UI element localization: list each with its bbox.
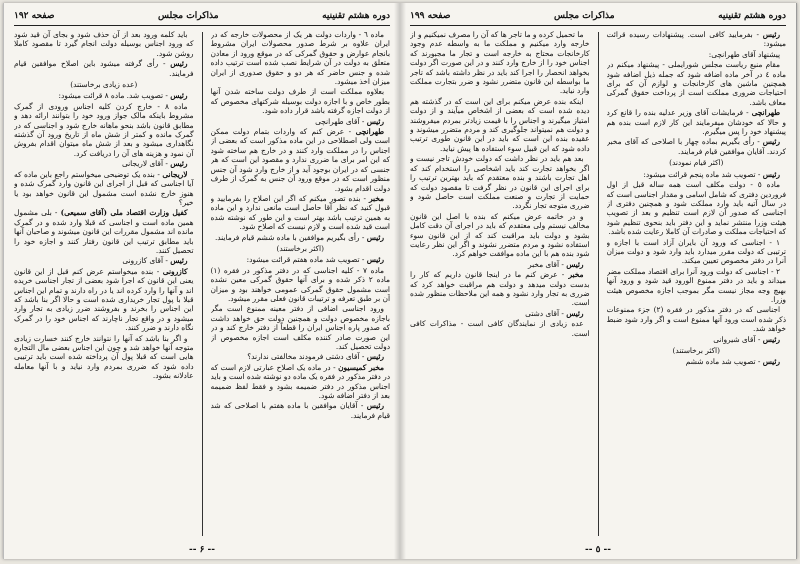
paragraph-text: - رأی بگیریم موافقین با ماده ششم قیام فرمایند. bbox=[214, 232, 365, 242]
paragraph-text: - در ماده یک اصلاح عبارتی لازم است که در دفتر مذکور در فقره یک ماده دو نوشته شده است و باید اجناس مذکور در دفتر ضمیمه بشود و فقط لفظ ضمیمه بعد از دفتر اضافه شود. bbox=[210, 362, 390, 401]
paragraph-text: - فرمایشات آقای وزیر عدلیه بنده را قانع کرد و حالا که خودشان میفرمایند این کار لازم است بنده هم پیشنهاد خود را پس میگیرم. bbox=[606, 108, 786, 137]
speaker-name: رئیس bbox=[762, 30, 780, 39]
page-footer-number: -- ۶ -- bbox=[188, 545, 216, 555]
paragraph-text: - آقای کازرونی bbox=[122, 256, 168, 266]
paragraph-text: - آقای مخبر bbox=[528, 259, 564, 269]
transcript-paragraph bbox=[211, 87, 391, 115]
transcript-paragraph bbox=[607, 158, 787, 167]
transcript-paragraph bbox=[607, 335, 787, 344]
paragraph-text: - بفرمایید کافی است. پیشنهادات رسیده قرائت میشود: bbox=[606, 30, 786, 49]
transcript-paragraph bbox=[14, 91, 194, 100]
transcript-paragraph bbox=[211, 352, 391, 361]
paragraph-text: - بنده تصور میکنم که اگر این اصلاح را بفرمایید و قبول کنید که نظر آقا حاصل است مانعی ندارد و این ماده به همین ترتیب باشد بهتر است و این طور که نوشته شده است قید شده است و لازم نیست که اصلاح شود. bbox=[210, 193, 390, 232]
speaker-name: رئیس bbox=[762, 334, 780, 344]
paragraph-text: بعلاوه مملکت است از طرف دولت ساخته شدن آنها بطور خاص و با اجازه دولت بوسیله شرکتهای مخصوص که از دولت اجازه گرفته باشد قرار داده شود. bbox=[210, 87, 390, 116]
paragraph-text: - تصویب شد. ماده ۸ قرائت میشود: bbox=[58, 91, 168, 101]
paragraph-text: (اکثر برخاستند) bbox=[276, 243, 324, 253]
paragraph-text: - آقای شیروانی bbox=[713, 334, 761, 344]
transcript-paragraph bbox=[607, 50, 787, 59]
column-divider bbox=[202, 32, 203, 536]
transcript-paragraph bbox=[607, 180, 787, 236]
transcript-paragraph bbox=[211, 233, 391, 242]
transcript-paragraph bbox=[14, 102, 194, 158]
transcript-paragraph bbox=[14, 334, 194, 381]
transcript-paragraph bbox=[607, 170, 787, 179]
paragraph-text: (عده زیادی برخاستند) bbox=[70, 80, 138, 90]
speaker-name: رئیس bbox=[566, 308, 584, 318]
header-session: دوره هشتم تقنينيه bbox=[718, 11, 786, 21]
transcript-paragraph bbox=[410, 212, 590, 259]
transcript-paragraph bbox=[211, 30, 391, 86]
speaker-name: رئیس bbox=[170, 159, 188, 169]
book-spread bbox=[3, 3, 797, 559]
speaker-name: رئیس bbox=[366, 352, 384, 362]
text-column-right bbox=[607, 30, 787, 538]
paragraph-text: ۲ - اجناسی که دولت ورود آنرا برای اقتصاد مملکت مضر میداند و باید در دفتر ممنوع الورود قید شود و ورود آنها بهیچ وجه مجاز نیست مگر بموجب اجازه مخصوص هیئت وزرا. bbox=[606, 266, 786, 304]
transcript-paragraph bbox=[14, 267, 194, 333]
transcript-paragraph bbox=[211, 363, 391, 401]
speaker-name: رئیس bbox=[366, 116, 384, 126]
left-page bbox=[3, 3, 400, 559]
header-title: مذاكرات مجلس bbox=[158, 11, 219, 21]
speaker-name: رئیس bbox=[366, 255, 384, 265]
paragraph-text: (اکثر برخاستند) bbox=[672, 346, 720, 355]
transcript-paragraph bbox=[607, 305, 787, 333]
page-header bbox=[14, 9, 390, 26]
speaker-name: طهرانچی bbox=[751, 108, 780, 118]
header-session: دوره هشتم تقنينيه bbox=[322, 11, 390, 21]
header-page-number: صفحه ۱۹۲ bbox=[14, 11, 55, 21]
paragraph-text: - عرض کنم ما در اینجا قانون داریم که کار را بدست دولت میدهد و دولت هم مراقبت خواهد کرد که ضرری به تجار وارد نشود و همه این ملاحظات منظور شده است. bbox=[410, 270, 590, 308]
transcript-paragraph bbox=[607, 238, 787, 266]
speaker-name: رئیس bbox=[762, 169, 780, 179]
speaker-name: لاریجانی bbox=[162, 169, 188, 179]
transcript-paragraph bbox=[410, 97, 590, 153]
paragraph-text: باید کلمه ورود بعد از آن حذف شود و بجای آن قید شود که ورود اجناس بوسیله دولت انجام گیرد تا مقصود کاملا روشن شود. bbox=[14, 30, 194, 58]
paragraph-text: (اکثر قیام نمودند) bbox=[669, 158, 724, 168]
page-header bbox=[410, 9, 786, 26]
paragraph-text: بعد هم باید در نظر داشت که دولت خودش تاجر نیست و اگر بخواهد تجارت کند باید اشخاصی را استخدام کند که اهل تجارت باشند و بنده معتقدم که باید بهترین ترتیب را برای اجرای این قانون در نظر گرفت تا مقصود دولت که حمایت از تجارت و صنعت مملکت است حاصل شود و ضرری متوجه تجار نگردد. bbox=[410, 154, 590, 211]
transcript-paragraph bbox=[410, 154, 590, 210]
header-title: مذاكرات مجلس bbox=[554, 11, 615, 21]
transcript-paragraph bbox=[211, 117, 391, 126]
speaker-name: مخبر bbox=[568, 270, 584, 280]
text-columns bbox=[410, 30, 786, 538]
speaker-name: رئیس bbox=[366, 401, 384, 411]
transcript-paragraph bbox=[14, 59, 194, 78]
transcript-paragraph bbox=[410, 319, 590, 338]
column-divider bbox=[598, 32, 599, 536]
transcript-paragraph bbox=[14, 256, 194, 265]
transcript-paragraph bbox=[14, 170, 194, 208]
transcript-paragraph bbox=[14, 30, 194, 58]
paragraph-text: ورود اجناسی اضافی از دفتر معینه ممنوع است مگر باجازه مخصوص دولت و همچنین دولت حق خواهد داشت که صدور پاره اجناس ایران را قطعاً از دفتر خارج کند و در این صورت صادر کننده مکلف است اجازه مخصوص از دولت تحصیل کند. bbox=[210, 304, 390, 351]
speaker-name: کفیل وزارت اقتصاد ملی (آقای سمیعی) bbox=[60, 208, 188, 218]
paragraph-text: و اگر بنا باشد که آنها را نتوانند خارج کنند خسارت زیادی متوجه آنها خواهد شد و چون این اجناس بعضی مال التجاره هایی است که قبلا پول آن پرداخته شده است باید ترتیبی داده شود که ضرری بمردم وارد نیاید و با آنها معامله عادلانه بشود. bbox=[14, 333, 194, 381]
speaker-name: کازرونی bbox=[162, 266, 188, 276]
paragraph-text: - آقای لاریجانی bbox=[121, 159, 168, 169]
transcript-paragraph bbox=[211, 194, 391, 232]
speaker-name: رئیس bbox=[170, 59, 188, 69]
header-page-number: صفحه ۱۹۹ bbox=[410, 11, 451, 21]
gutter-shadow bbox=[400, 3, 406, 559]
speaker-name: رئیس bbox=[762, 357, 780, 367]
paragraph-text: - عرض کنم که واردات بتمام دولت ممکن است ولی اصطلاحی در این ماده مذکور است که بعضی از اجناس را در مملکت وارد کنند و در خارج هم ساخته شود که این امر برای ما ضرری ندارد و مقصود این است که هر جنسی که در ایران بوجود آید و از خارج وارد شود آن جنس منظور است که در موقع ورود آن جنس به گمرک از طرف دولت اقدام بشود. bbox=[210, 127, 390, 193]
transcript-paragraph bbox=[211, 127, 391, 193]
transcript-paragraph bbox=[607, 357, 787, 366]
paragraph-text: پیشنهاد آقای طهرانچی: bbox=[708, 49, 780, 59]
transcript-paragraph bbox=[211, 266, 391, 304]
transcript-paragraph bbox=[14, 80, 194, 89]
paragraph-text: - آقایان موافقین با ماده هفتم با اصلاحی که شد قیام فرمایند. bbox=[210, 401, 390, 420]
paragraph-text: ماده ۷ - کلیه اجناسی که در دفتر مذکور در فقره (۱) ماده ۲ ذکر شده و برای آنها حقوق گمرکی معین نشده است مشمول حقوق گمرکی عمومی خواهند بود و میزان آن بر طبق تعرفه و ترتیبات قانون فعلی مقرر میشود. bbox=[210, 265, 390, 303]
page-footer-number: -- ٥ -- bbox=[584, 545, 612, 555]
paragraph-text: - تصویب شد ماده ششم bbox=[685, 357, 761, 367]
speaker-name: رئیس bbox=[762, 137, 780, 147]
transcript-paragraph bbox=[410, 270, 590, 308]
paragraph-text: - رأی بگیریم بماده چهار با اصلاحی که آقای مخبر کردند. آقایان موافقین قیام فرمایند. bbox=[606, 137, 786, 156]
right-page bbox=[400, 3, 797, 559]
speaker-name: طهرانچی bbox=[355, 127, 384, 137]
transcript-paragraph bbox=[410, 30, 590, 96]
paragraph-text: - آقای دشتی bbox=[525, 308, 564, 318]
paragraph-text: ماده ٦ - واردات دولت هر یک از محصولات خارجه که در ایران علاوه بر شرط صدور محصولات ایران مشروط بانجام عوارض و حقوق گمرکی که در موقع ورود از معادن متعلق به دولت در آن شرایط نصب شده است ترتیب داده شده و جنس حاضر که هر دو و حقوق صدوری از ایران میزان اخذ میشود. bbox=[210, 30, 390, 87]
paragraph-text: - تصویب شد ماده هفتم قرائت میشود: bbox=[246, 255, 365, 265]
text-column-left bbox=[14, 30, 194, 538]
transcript-paragraph bbox=[410, 260, 590, 269]
paragraph-text: اینکه بنده عرض میکنم برای این است که در گذشته هم دیده شده است که بعضی از اشخاص میآیند و از دولت امتیاز میگیرند و اجناس را با قیمت زیادتر بمردم میفروشند و دولت هم نمیتواند جلوگیری کند و مردم متضرر میشوند و عقیده بنده این است که باید در این قانون طوری ترتیب داده شود که این قبیل سوء استفاده ها پیش نیاید. bbox=[410, 96, 590, 153]
paragraph-text: - رأی گرفته میشود باین اصلاح موافقین قیام فرمایند. bbox=[14, 59, 194, 78]
transcript-paragraph bbox=[607, 346, 787, 355]
paragraph-text: - بلی مشمول همین ماده است و اجناسی که قبلا وارد شده و در گمرک مانده اند مشمول مقررات این قانون میشوند و صاحبان آنها باید مطابق ترتیب این قانون رفتار کنند و اجازه خود را تحصیل کنند. bbox=[14, 208, 194, 255]
speaker-name: مخبر کمیسیون bbox=[338, 362, 384, 372]
transcript-paragraph bbox=[607, 108, 787, 136]
paragraph-text: - تصویب شد ماده پنجم قرائت میشود: bbox=[643, 169, 761, 179]
text-columns bbox=[14, 30, 390, 538]
transcript-paragraph bbox=[211, 244, 391, 253]
transcript-paragraph bbox=[211, 401, 391, 420]
transcript-paragraph bbox=[410, 309, 590, 318]
speaker-name: رئیس bbox=[170, 256, 188, 266]
paragraph-text: عده زیادی از نمایندگان کافی است - مذاکرات کافی است. bbox=[410, 319, 590, 338]
transcript-paragraph bbox=[607, 30, 787, 49]
paragraph-text: ماده ٥ - دولت مکلف است همه ساله قبل از اول فروردین دفتری که شامل اسامی و مقدار اجناسی است که در سال آتیه باید وارد مملکت شود و همچنین دفتری از اجناسی که صدور آن لازم است تنظیم و بعد از تصویب هیئت وزرا منتشر نماید و این دفتر باید بنحوی تنظیم شود که احتیاجات مملکت و صادرات آن کاملا رعایت شده باشد. bbox=[606, 180, 786, 237]
paragraph-text: ما تحمیل کرده و ما تاجر ها که آن را مصرف نمیکنیم و از خارجه وارد میکنیم و مملکت ما به واسطه عدم وجود کارخانجات محتاج به خارجه است و تجار ما مجبورند که اجناس خود را از خارج وارد کنند و در این صورت اگر دولت بخواهد انحصار را اجرا کند باید در نظر داشته باشد که تاجر ما بواسطه این قانون متضرر نشود و ضرر بتجارت مملکت وارد نیاید. bbox=[410, 30, 590, 96]
paragraph-text: - آقای دشتی فرمودند مخالفتی ندارند؟ bbox=[247, 352, 365, 362]
speaker-name: مخبر bbox=[368, 193, 384, 203]
paragraph-text: اجناسی که در دفتر مذکور در فقره (۲) جزء ممنوعات ذکر شده است ورود آنها ممنوع است و اگر وارد شود ضبط خواهد شد. bbox=[606, 305, 786, 334]
paragraph-text: مقام منیع ریاست مجلس شورایملی - پیشنهاد میکنم در ماده ٤ در آخر ماده اضافه شود که جمله ذیل اضافه شود همچنین ماشین های کارخانجات و لوازم آن که برای احتیاجات ضروری مملکت است از پرداخت حقوق گمرکی معاف باشد. bbox=[606, 60, 786, 107]
transcript-paragraph bbox=[211, 255, 391, 264]
text-column-left bbox=[410, 30, 590, 538]
paragraph-text: ماده ۸ - خارج کردن کلیه اجناس ورودی از گمرک مشروط باینکه مالک جواز ورود خود را بتوانند ارائه دهد و مطابق قانون باشد بنحو ماهانه خارج شود و اجناسی که در گمرک مانده و کمتر از شش ماه از تاریخ ورود آن گذشته نگاهداری میشود و بعد از شش ماه میتوان اقدام بفروش آن نمود و هزینه های آن را دریافت کرد. bbox=[14, 101, 194, 158]
transcript-paragraph bbox=[14, 208, 194, 255]
transcript-paragraph bbox=[607, 267, 787, 305]
paragraph-text: - بنده میخواستم عرض کنم قبل از این قانون یعنی این قانون که اجرا شود بعضی از تجار اجناسی خریده اند و آنها را وارد کرده اند یا در راه دارند و تمام این اجناس قبلا با پول تجار خریداری شده است و حالا اگر بنا باشد که این اجناس را بخرند و بفروشند ضرر زیادی به تجار وارد میشود و در واقع تجار ناچارند که اجناس خود را در گمرک نگاه دارند و ضرر کنند. bbox=[14, 266, 194, 333]
transcript-paragraph bbox=[14, 159, 194, 168]
paragraph-text: - آقای طهرانچی bbox=[315, 116, 365, 126]
transcript-paragraph bbox=[211, 304, 391, 351]
speaker-name: رئیس bbox=[366, 232, 384, 242]
speaker-name: رئیس bbox=[170, 91, 188, 101]
transcript-paragraph bbox=[607, 137, 787, 156]
text-column-right bbox=[211, 30, 391, 538]
transcript-paragraph bbox=[607, 60, 787, 107]
paragraph-text: و در خاتمه عرض میکنم که بنده با اصل این قانون مخالف نیستم ولی معتقدم که باید در اجرای آن دقت کامل بشود و دولت باید مراقبت کند که از این قانون سوء استفاده نشود و مردم متضرر نشوند و اگر این نظر رعایت شود بنده هم با این ماده موافقت خواهم کرد. bbox=[410, 211, 590, 259]
paragraph-text: - بنده یک توضیحی میخواستم راجع باین ماده که آیا اجناسی که قبل از اجرای این قانون وارد گمرک شده و هنوز خارج نشده است مشمول این قانون خواهد بود یا خیر؟ bbox=[14, 169, 194, 207]
speaker-name: رئیس bbox=[566, 259, 584, 269]
paragraph-text: ۱ - اجناسی که ورود آن بایران آزاد است با اجازه و ترتیبی که دولت مقرر میدارد باید وارد شود و دولت میزان آنرا در دفتر مخصوص تعیین میکند. bbox=[606, 237, 786, 266]
